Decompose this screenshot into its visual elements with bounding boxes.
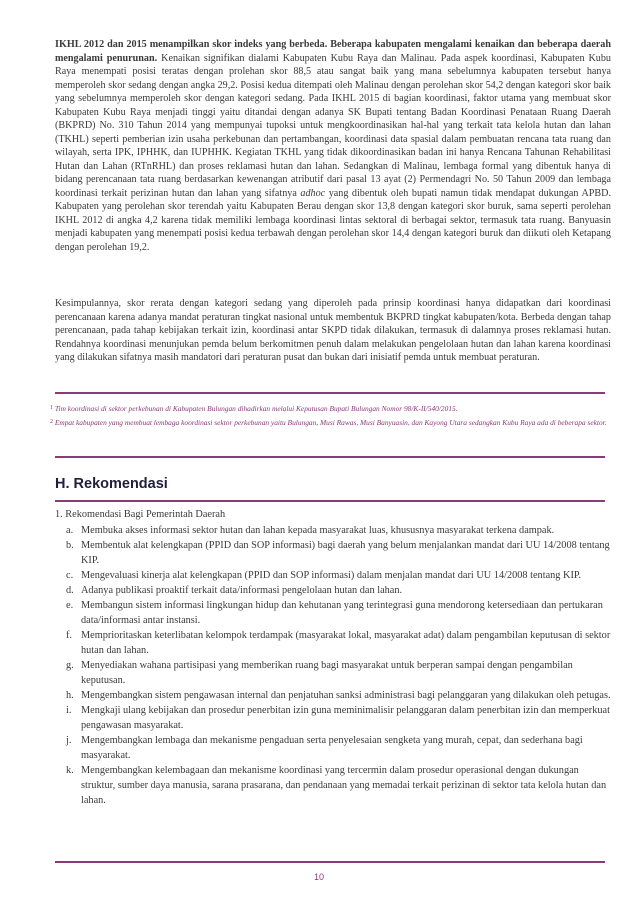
paragraph-text-b: yang dibentuk oleh bupati namun tidak mendapat dukungan APBD. Kabupaten yang perolehan skor terendah yaitu Kabupaten Berau dengan skor 13,8 dengan kategori skor buruk, sama seperti perolehan IKHL 2012 di angka 4,2 karena tidak memiliki lembaga koordinasi lintas sektoral di berbagai sektor, termasuk tata ruang. Banyuasin menjadi kabupaten yang menempati posisi kedua terbawah dengan perolehan skor 14,4 dengan kategori buruk dan diikuti oleh Ketapang dengan perolehan 19,2. — [55, 187, 611, 253]
list-item — [55, 703, 611, 733]
footnote-2-text: Empat kabupaten yang membuat lembaga koordinasi sektor perkebunan yaitu Bulungan, Musi Rawas, Musi Banyuasin, dan Kayong Utara sedangkan Kubu Raya ada di beberapa sektor. — [54, 418, 607, 427]
list-item — [55, 523, 611, 538]
section-heading: H. Rekomendasi — [55, 476, 168, 492]
list-item-text: Adanya publikasi proaktif terkait data/informasi pengelolaan hutan dan lahan. — [81, 585, 403, 596]
section-divider-bottom — [55, 500, 605, 502]
list-item-marker: b. — [66, 540, 74, 551]
list-item-text: Membuka akses informasi sektor hutan dan lahan kepada masyarakat luas, khususnya masyarakat terkena dampak. — [81, 525, 555, 536]
list-item-marker: c. — [66, 570, 74, 581]
recommendation-subheading: 1. Rekomendasi Bagi Pemerintah Daerah — [55, 509, 226, 520]
list-item-marker: f. — [66, 630, 73, 641]
footnote-1-text: Tim koordinasi di sektor perkebunan di Kabupaten Bulungan dihadirkan melalui Keputusan Bupati Bulungan Nomor 98/K-II/540/2015. — [54, 404, 458, 413]
list-item-text: Mengembangkan kelembagaan dan mekanisme koordinasi yang tercermin dalam prosedur operasional dengan dukungan struktur, sumber daya manusia, sarana prasarana, dan pendanaan yang memadai terkait perizinan di sektor tata kelola hutan dan lahan. — [81, 765, 607, 806]
list-item — [55, 688, 611, 703]
paragraph-italic-term: adhoc — [300, 187, 326, 199]
list-item-marker: a. — [66, 525, 74, 536]
list-item-text: Mengembangkan lembaga dan mekanisme pengaduan serta penyelesaian sengketa yang murah, cepat, dan sederhana bagi masyarakat. — [81, 735, 583, 761]
list-item — [55, 733, 611, 763]
page-footer-divider — [55, 861, 605, 863]
section-divider-top — [55, 456, 605, 458]
list-item — [55, 583, 611, 598]
list-item-marker: k. — [66, 765, 74, 776]
list-item — [55, 598, 611, 628]
list-item-text: Membentuk alat kelengkapan (PPID dan SOP informasi) bagi daerah yang belum menjalankan mandat dari UU 14/2008 tentang KIP. — [81, 540, 610, 566]
list-item — [55, 763, 611, 808]
list-item-text: Mengkaji ulang kebijakan dan prosedur penerbitan izin guna meminimalisir pelanggaran dalam penerbitan izin dan memperkuat pengawasan masyarakat. — [81, 705, 610, 731]
footnote-1 — [50, 402, 610, 415]
list-item-marker: i. — [66, 705, 72, 716]
list-item — [55, 538, 611, 568]
list-item — [55, 568, 611, 583]
list-item-marker: h. — [66, 690, 74, 701]
list-item-text: Memprioritaskan keterlibatan kelompok terdampak (masyarakat lokal, masyarakat adat) dalam pengambilan keputusan di sektor hutan dan lahan. — [81, 630, 611, 656]
paragraph-text-a: Kenaikan signifikan dialami Kabupaten Kubu Raya dan Malinau. Pada aspek koordinasi, Kabupaten Kubu Raya menempati posisi teratas dengan prolehan skor 88,5 atau sangat baik yang mana sebelumnya kabupaten tersebut hanya memperoleh skor sedang dengan angka 29,2. Posisi kedua ditempati oleh Malinau dengan perolehan skor 54,2 dengan kategori skor baik yang sebelumnya memperoleh skor dengan kategori sedang. Pada IKHL 2015 di bagian koordinasi, faktor utama yang membuat skor Kabupaten Kubu Raya menjadi tinggi yaitu ditandai dengan adanya SK Bupati tentang Badan Koordinasi Penataan Ruang Daerah (BKPRD) No. 310 Tahun 2014 yang mempunyai tupoksi untuk mengkoordinasikan hal-hal yang terkait tata kelola hutan dan lahan (TKHL) seperti pemberian izin usaha perkebunan dan pertambangan, koordinasi data spasial dalam pembuatan rencana tata ruang dan wilayah, serta IPK, IPHHK, dan IUPHHK. Kegiatan TKHL yang tidak dikoordinasikan badan ini hanya Rencana Tahunan Rehabilitasi Hutan dan Lahan (RTnRHL) dan proses reklamasi hutan dan lahan. Sedangkan di Malinau, lembaga formal yang dibentuk hanya di bidang perencanaan tata ruang berdasarkan kewenangan atributif dari pasal 13 ayat (2) Permendagri No. 50 Tahun 2009 dan lembaga koordinasi terkait perizinan hutan dan lahan yang sifatnya — [55, 52, 611, 199]
body-paragraph-conclusion: Kesimpulannya, skor rerata dengan kategori sedang yang diperoleh pada prinsip koordinasi hanya didapatkan dari koordinasi perencanaan karena adanya mandat peraturan tingkat nasional untuk membentuk BKPRD tingkat kabupaten/kota. Berbeda dengan tahap perencanaan, pada tahap kebijakan terkait izin, koordinasi antar SKPD tidak dilakukan, termasuk di dalamnya proses reklamasi hutan. Rendahnya koordinasi menunjukan pemda belum berkomitmen penuh dalam melakukan pengelolaan hutan dan lahan karena koordinasi yang dilakukan sifatnya masih mandatori dari peraturan pusat dan bukan dari inisiatif pemda untuk membuat peraturan. — [55, 298, 611, 363]
footnote-2 — [50, 416, 610, 429]
list-item-text: Menyediakan wahana partisipasi yang memberikan ruang bagi masyarakat untuk berperan sampai dengan pengambilan keputusan. — [81, 660, 573, 686]
list-item — [55, 628, 611, 658]
list-item-marker: d. — [66, 585, 74, 596]
recommendation-list — [55, 523, 611, 808]
body-paragraph-ikhl — [55, 38, 611, 254]
list-item-marker: g. — [66, 660, 74, 671]
page-number: 10 — [313, 872, 324, 882]
list-item-text: Membangun sistem informasi lingkungan hidup dan kehutanan yang terintegrasi guna mendorong ketersediaan dan pertukaran data/informasi antar instansi. — [81, 600, 603, 626]
list-item-text: Mengevaluasi kinerja alat kelengkapan (PPID dan SOP informasi) dalam menjalan mandat dari UU 14/2008 tentang KIP. — [81, 570, 582, 581]
paragraph-lead-bold: IKHL 2012 dan 2015 menampilkan skor indeks yang berbeda. Beberapa kabupaten mengalami kenaikan dan beberapa daerah mengalami penurunan. — [55, 39, 611, 64]
list-item-marker: e. — [66, 600, 74, 611]
list-item-text: Mengembangkan sistem pengawasan internal dan penjatuhan sanksi administrasi bagi pelanggaran yang dilakukan oleh petugas. — [81, 690, 611, 701]
list-item — [55, 658, 611, 688]
footnote-2-number: 2 — [50, 419, 53, 425]
list-item-marker: j. — [66, 735, 72, 746]
footnote-1-number: 1 — [50, 405, 53, 411]
footnote-divider — [55, 392, 605, 394]
